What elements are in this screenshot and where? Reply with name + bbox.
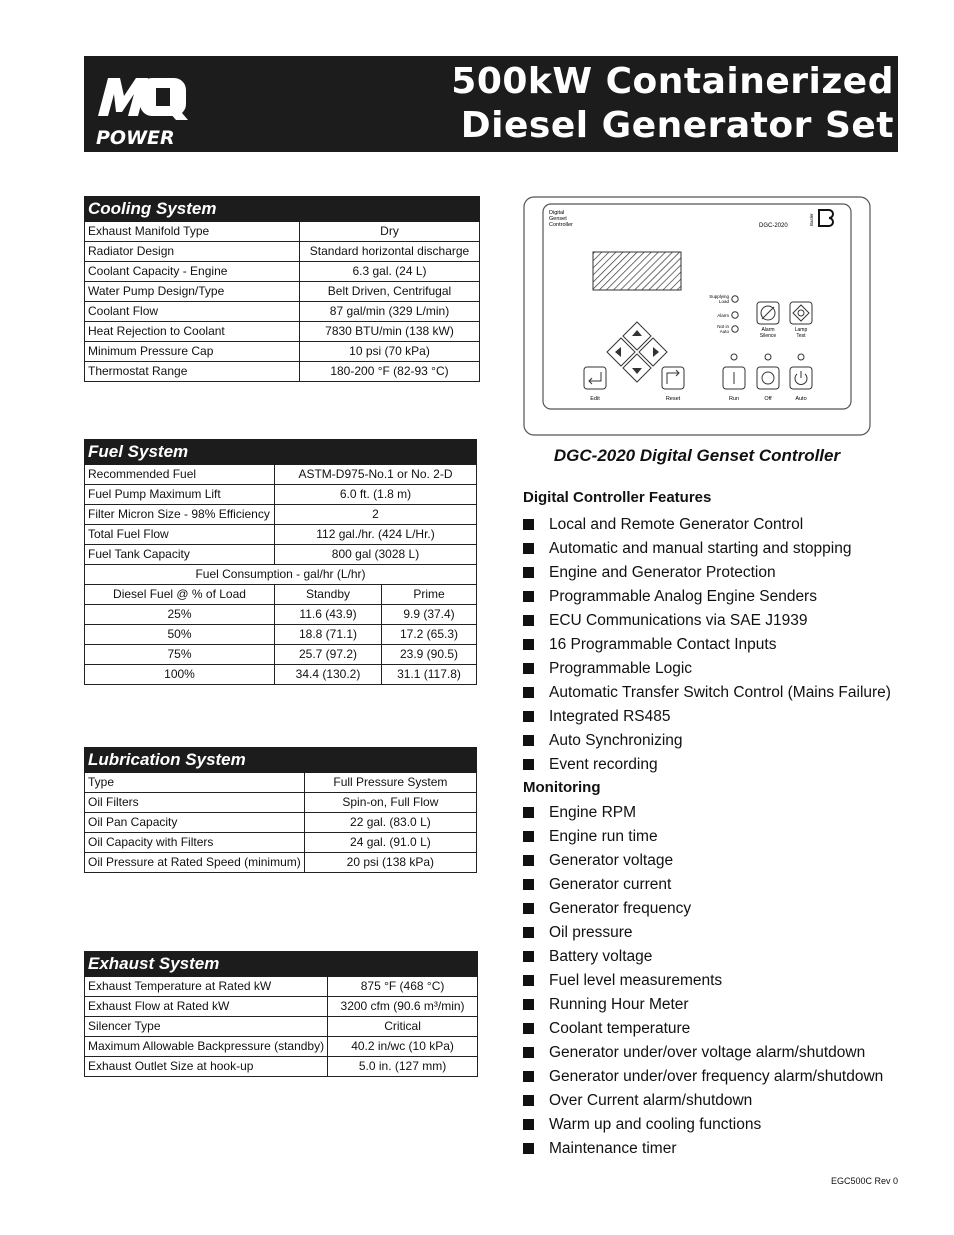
features-title: Digital Controller Features xyxy=(523,489,712,506)
svg-text:Auto: Auto xyxy=(795,396,807,402)
table-row: Coolant Capacity - Engine 6.3 gal. (24 L) xyxy=(85,262,480,282)
list-item: Event recording xyxy=(523,753,891,777)
fuel-system-table xyxy=(84,439,477,685)
bullet-icon xyxy=(523,567,534,578)
table-row xyxy=(85,565,477,585)
table-row: Exhaust Temperature at Rated kW 875 °F (468 °C) xyxy=(85,977,478,997)
list-item: Fuel level measurements xyxy=(523,969,883,993)
title-line-1: 500kW Containerized xyxy=(451,61,894,102)
list-item: Auto Synchronizing xyxy=(523,729,891,753)
svg-text:Supplying: Supplying xyxy=(709,294,729,299)
svg-text:Off: Off xyxy=(764,396,772,402)
svg-text:Basler: Basler xyxy=(809,213,814,226)
svg-text:Alarm: Alarm xyxy=(717,313,729,318)
bullet-icon xyxy=(523,1047,534,1058)
svg-text:Lamp: Lamp xyxy=(794,327,808,333)
table-row: Oil Pressure at Rated Speed (minimum) 20 psi (138 kPa) xyxy=(85,853,477,873)
fuel-system-title: Fuel System xyxy=(85,440,477,465)
bullet-icon xyxy=(523,855,534,866)
table-row: Filter Micron Size - 98% Efficiency 2 xyxy=(85,505,477,525)
svg-text:Genset: Genset xyxy=(549,216,567,222)
table-row: Oil Capacity with Filters 24 gal. (91.0 L) xyxy=(85,833,477,853)
table-row: Heat Rejection to Coolant 7830 BTU/min (138 kW) xyxy=(85,322,480,342)
lubrication-system-title: Lubrication System xyxy=(85,748,477,773)
bullet-icon xyxy=(523,591,534,602)
list-item: Battery voltage xyxy=(523,945,883,969)
svg-text:Edit: Edit xyxy=(590,396,600,402)
list-item: Programmable Logic xyxy=(523,657,891,681)
bullet-icon xyxy=(523,927,534,938)
list-item: Generator voltage xyxy=(523,849,883,873)
exhaust-system-table xyxy=(84,951,478,1077)
svg-text:Run: Run xyxy=(728,396,740,402)
bullet-icon xyxy=(523,663,534,674)
table-row: 75% 25.7 (97.2) 23.9 (90.5) xyxy=(85,645,477,665)
bullet-icon xyxy=(523,999,534,1010)
list-item: Over Current alarm/shutdown xyxy=(523,1089,883,1113)
table-row: Exhaust Manifold Type Dry xyxy=(85,222,480,242)
table-row: Water Pump Design/Type Belt Driven, Centrifugal xyxy=(85,282,480,302)
table-row: 100% 34.4 (130.2) 31.1 (117.8) xyxy=(85,665,477,685)
svg-text:Reset: Reset xyxy=(665,396,681,402)
list-item: Automatic Transfer Switch Control (Mains Failure) xyxy=(523,681,891,705)
table-row: Recommended Fuel ASTM-D975-No.1 or No. 2-D xyxy=(85,465,477,485)
table-row: 25% 11.6 (43.9) 9.9 (37.4) xyxy=(85,605,477,625)
table-row: Maximum Allowable Backpressure (standby) 40.2 in/wc (10 kPa) xyxy=(85,1037,478,1057)
cooling-system-table xyxy=(84,196,480,382)
list-item: Programmable Analog Engine Senders xyxy=(523,585,891,609)
table-row: Fuel Pump Maximum Lift 6.0 ft. (1.8 m) xyxy=(85,485,477,505)
list-item: Local and Remote Generator Control xyxy=(523,513,891,537)
controller-caption: DGC-2020 Digital Genset Controller xyxy=(553,446,841,465)
svg-text:Not in: Not in xyxy=(717,324,729,329)
svg-text:Test: Test xyxy=(796,333,806,339)
svg-text:Auto: Auto xyxy=(719,329,729,334)
bullet-icon xyxy=(523,759,534,770)
svg-text:DGC-2020: DGC-2020 xyxy=(759,223,788,229)
table-row: Minimum Pressure Cap 10 psi (70 kPa) xyxy=(85,342,480,362)
svg-text:Silence: Silence xyxy=(759,333,777,339)
list-item: Maintenance timer xyxy=(523,1137,883,1161)
monitoring-list xyxy=(523,801,883,1161)
bullet-icon xyxy=(523,1143,534,1154)
bullet-icon xyxy=(523,687,534,698)
bullet-icon xyxy=(523,711,534,722)
bullet-icon xyxy=(523,951,534,962)
table-row: Silencer Type Critical xyxy=(85,1017,478,1037)
table-row: Thermostat Range 180-200 °F (82-93 °C) xyxy=(85,362,480,382)
list-item: Automatic and manual starting and stopping xyxy=(523,537,891,561)
list-item: Integrated RS485 xyxy=(523,705,891,729)
exhaust-system-title: Exhaust System xyxy=(85,952,478,977)
table-row: Oil Pan Capacity 22 gal. (83.0 L) xyxy=(85,813,477,833)
monitoring-title: Monitoring xyxy=(523,779,601,796)
svg-text:Alarm: Alarm xyxy=(761,327,775,333)
svg-text:Controller: Controller xyxy=(549,222,573,228)
list-item: Generator under/over frequency alarm/shutdown xyxy=(523,1065,883,1089)
bullet-icon xyxy=(523,615,534,626)
table-header-row: Diesel Fuel @ % of Load Standby Prime xyxy=(85,585,477,605)
list-item: Engine RPM xyxy=(523,801,883,825)
table-row: Fuel Tank Capacity 800 gal (3028 L) xyxy=(85,545,477,565)
bullet-icon xyxy=(523,807,534,818)
bullet-icon xyxy=(523,639,534,650)
table-row: Radiator Design Standard horizontal discharge xyxy=(85,242,480,262)
list-item: 16 Programmable Contact Inputs xyxy=(523,633,891,657)
list-item: Generator frequency xyxy=(523,897,883,921)
list-item: Engine and Generator Protection xyxy=(523,561,891,585)
svg-text:Load: Load xyxy=(718,299,729,304)
table-row: Exhaust Outlet Size at hook-up 5.0 in. (127 mm) xyxy=(85,1057,478,1077)
svg-text:Digital: Digital xyxy=(549,210,565,216)
bullet-icon xyxy=(523,543,534,554)
bullet-icon xyxy=(523,1119,534,1130)
table-row: Total Fuel Flow 112 gal./hr. (424 L/Hr.) xyxy=(85,525,477,545)
bullet-icon xyxy=(523,1023,534,1034)
features-list xyxy=(523,513,891,777)
bullet-icon xyxy=(523,879,534,890)
list-item: Coolant temperature xyxy=(523,1017,883,1041)
list-item: Running Hour Meter xyxy=(523,993,883,1017)
table-row: Exhaust Flow at Rated kW 3200 cfm (90.6 m³/min) xyxy=(85,997,478,1017)
document-revision-code: EGC500C Rev 0 xyxy=(830,1176,898,1186)
bullet-icon xyxy=(523,1095,534,1106)
table-row: Type Full Pressure System xyxy=(85,773,477,793)
list-item: Generator under/over voltage alarm/shutdown xyxy=(523,1041,883,1065)
fuel-consumption-title: Fuel Consumption - gal/hr (L/hr) xyxy=(85,565,477,585)
table-row: Coolant Flow 87 gal/min (329 L/min) xyxy=(85,302,480,322)
dgc-2020-controller-image xyxy=(523,196,871,436)
title-line-2: Diesel Generator Set xyxy=(460,105,894,146)
list-item: ECU Communications via SAE J1939 xyxy=(523,609,891,633)
bullet-icon xyxy=(523,975,534,986)
bullet-icon xyxy=(523,903,534,914)
page-title xyxy=(334,60,894,148)
list-item: Generator current xyxy=(523,873,883,897)
mq-power-logo xyxy=(92,66,192,148)
logo-power-text: POWER xyxy=(96,127,175,148)
bullet-icon xyxy=(523,519,534,530)
bullet-icon xyxy=(523,831,534,842)
list-item: Oil pressure xyxy=(523,921,883,945)
table-row: 50% 18.8 (71.1) 17.2 (65.3) xyxy=(85,625,477,645)
table-row: Oil Filters Spin-on, Full Flow xyxy=(85,793,477,813)
lubrication-system-table xyxy=(84,747,477,873)
bullet-icon xyxy=(523,735,534,746)
bullet-icon xyxy=(523,1071,534,1082)
list-item: Engine run time xyxy=(523,825,883,849)
cooling-system-title: Cooling System xyxy=(85,197,480,222)
list-item: Warm up and cooling functions xyxy=(523,1113,883,1137)
